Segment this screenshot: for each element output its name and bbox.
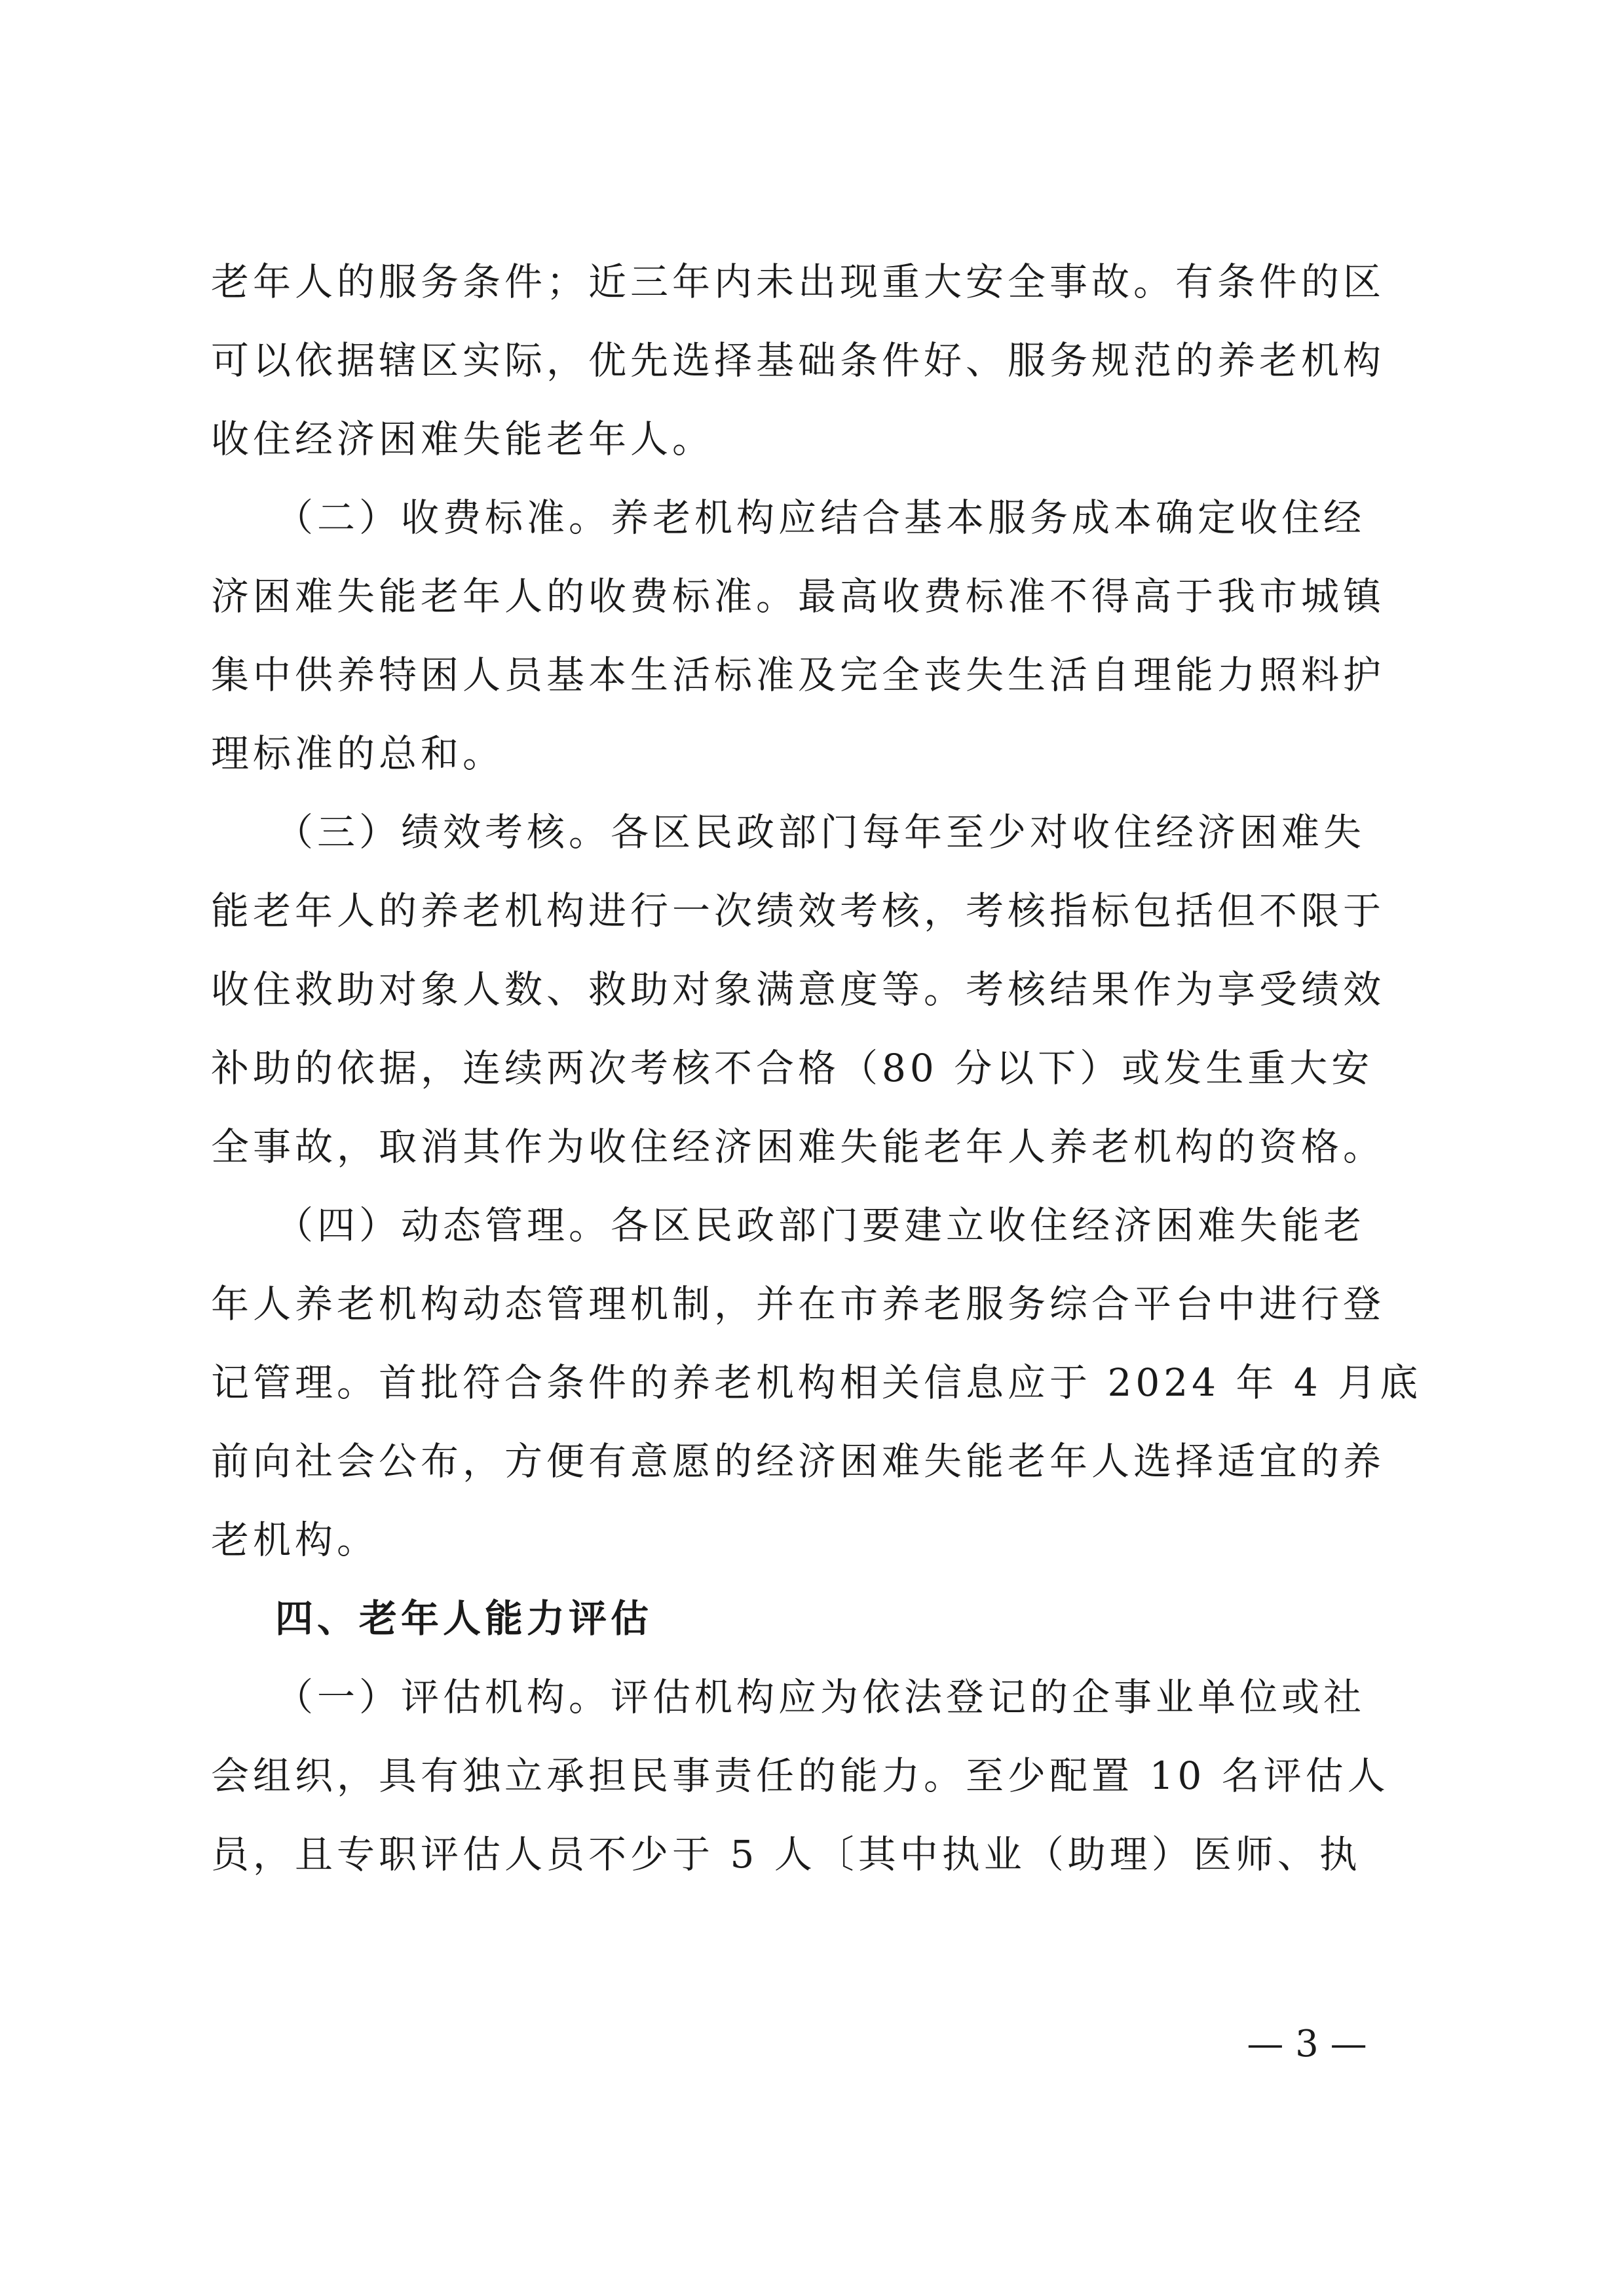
text-line-14: 年人养老机构动态管理机制，并在市养老服务综合平台中进行登: [211, 1282, 1386, 1326]
text-line-15: 记管理。首批符合条件的养老机构相关信息应于 2024 年 4 月底: [211, 1360, 1422, 1405]
text-line-21: 员，且专职评估人员不少于 5 人〔其中执业（助理）医师、执: [211, 1832, 1361, 1877]
text-line-12: 全事故，取消其作为收住经济困难失能老年人养老机构的资格。: [211, 1124, 1386, 1169]
text-line-20: 会组织，具有独立承担民事责任的能力。至少配置 10 名评估人: [211, 1753, 1389, 1798]
text-line-2: 可以依据辖区实际，优先选择基础条件好、服务规范的养老机构: [211, 338, 1386, 383]
text-line-17: 老机构。: [211, 1518, 379, 1562]
paragraph-performance-heading: （三）绩效考核。各区民政部门每年至少对收住经济困难失: [275, 810, 1366, 854]
section-heading-ability-assessment: 四、老年人能力评估: [275, 1596, 653, 1641]
text-line-5: 济困难失能老年人的收费标准。最高收费标准不得高于我市城镇: [211, 574, 1386, 619]
text-line-11: 补助的依据，连续两次考核不合格（80 分以下）或发生重大安: [211, 1046, 1374, 1090]
text-line-10: 收住救助对象人数、救助对象满意度等。考核结果作为享受绩效: [211, 967, 1386, 1012]
paragraph-dynamic-management-heading: （四）动态管理。各区民政部门要建立收住经济困难失能老: [275, 1203, 1366, 1248]
text-line-1: 老年人的服务条件；近三年内未出现重大安全事故。有条件的区: [211, 259, 1386, 304]
paragraph-assessment-institution-heading: （一）评估机构。评估机构应为依法登记的企事业单位或社: [275, 1675, 1366, 1719]
text-line-3: 收住经济困难失能老年人。: [211, 417, 715, 461]
text-line-9: 能老年人的养老机构进行一次绩效考核，考核指标包括但不限于: [211, 889, 1386, 933]
text-line-7: 理标准的总和。: [211, 731, 505, 776]
text-line-6: 集中供养特困人员基本生活标准及完全丧失生活自理能力照料护: [211, 653, 1386, 697]
paragraph-fee-standard-heading: （二）收费标准。养老机构应结合基本服务成本确定收住经: [275, 495, 1366, 540]
text-line-16: 前向社会公布，方便有意愿的经济困难失能老年人选择适宜的养: [211, 1439, 1386, 1483]
page-number: — 3 —: [1247, 2023, 1367, 2065]
